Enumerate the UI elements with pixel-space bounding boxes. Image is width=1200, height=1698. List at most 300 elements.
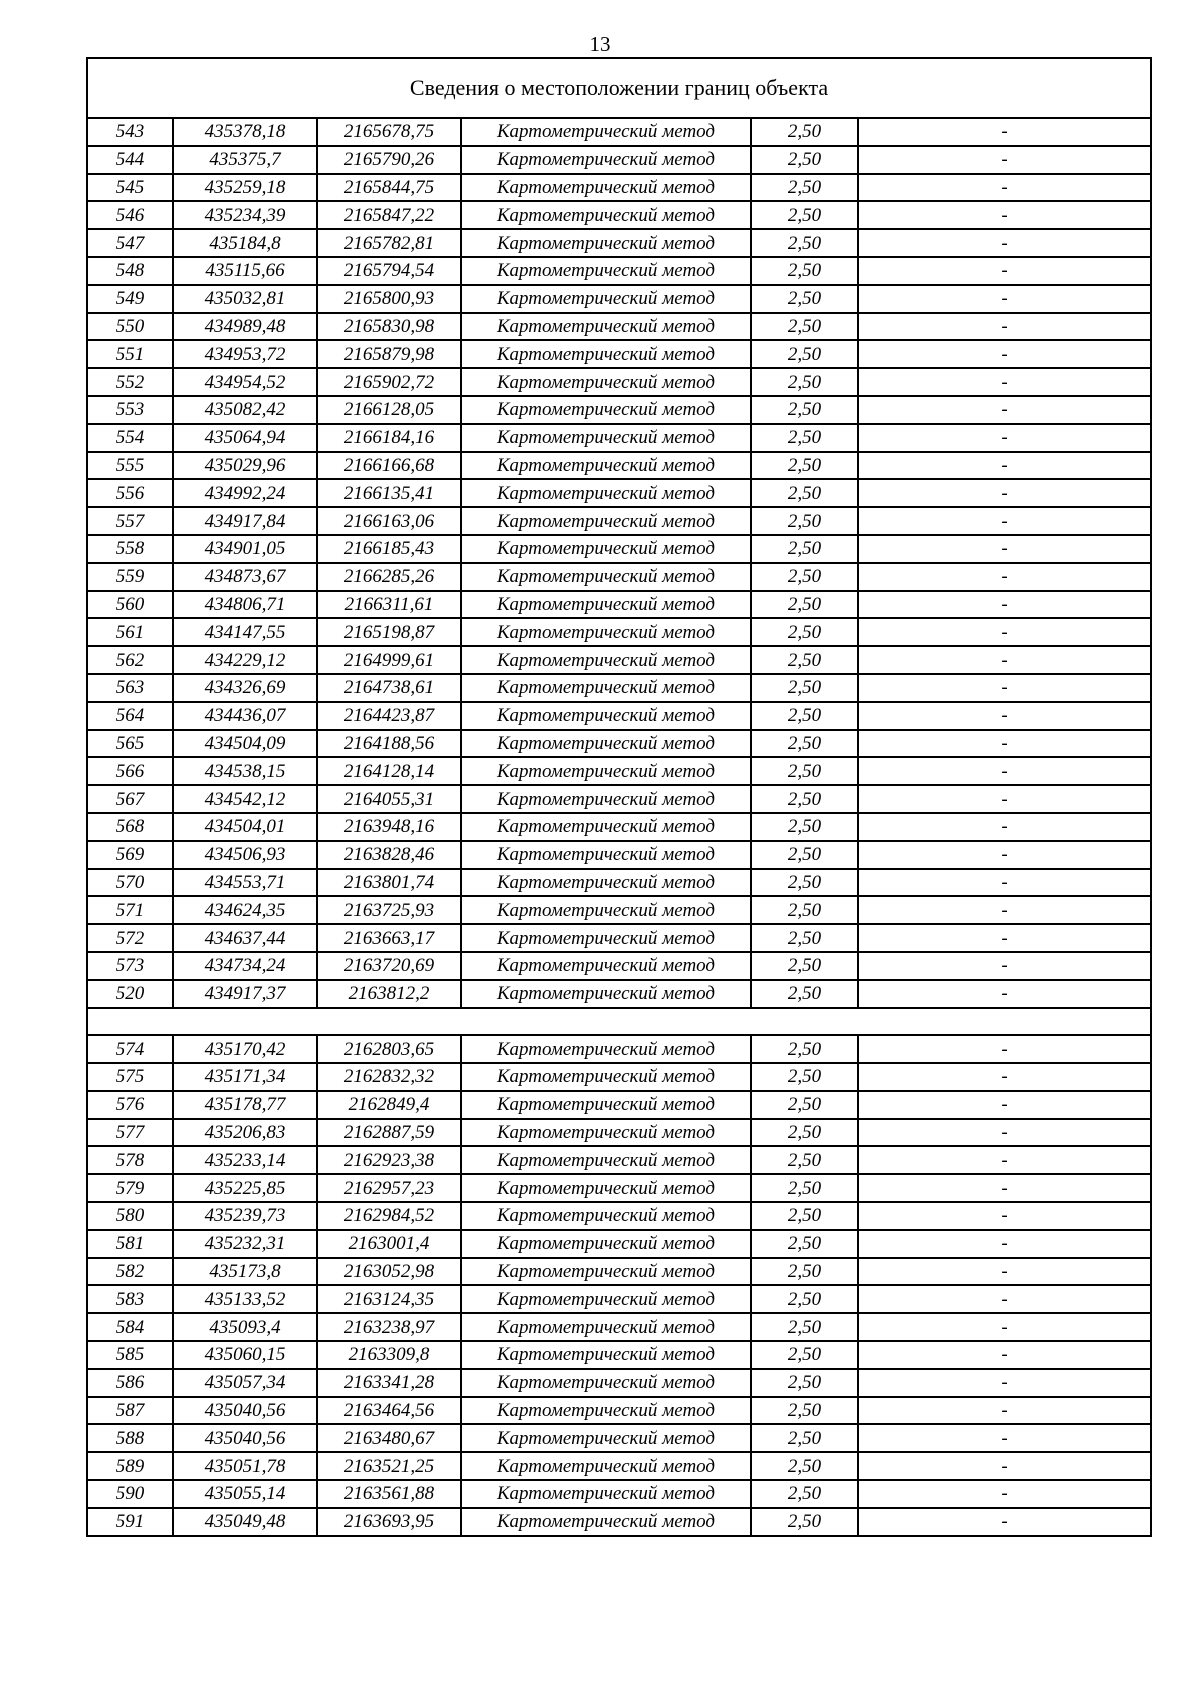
x-coordinate-cell: 435133,52: [173, 1285, 317, 1313]
description-cell: -: [858, 1063, 1151, 1091]
y-coordinate-cell: 2163948,16: [317, 813, 461, 841]
accuracy-cell: 2,50: [751, 146, 858, 174]
table-title: Сведения о местоположении границ объекта: [87, 58, 1151, 118]
accuracy-cell: 2,50: [751, 1341, 858, 1369]
point-number-cell: 591: [87, 1508, 173, 1536]
y-coordinate-cell: 2162803,65: [317, 1035, 461, 1063]
method-cell: Картометрический метод: [461, 1341, 751, 1369]
description-cell: -: [858, 452, 1151, 480]
table-row: [87, 730, 1151, 758]
method-cell: Картометрический метод: [461, 1202, 751, 1230]
method-cell: Картометрический метод: [461, 368, 751, 396]
description-cell: -: [858, 229, 1151, 257]
description-cell: -: [858, 1424, 1151, 1452]
x-coordinate-cell: 435057,34: [173, 1369, 317, 1397]
point-number-cell: 546: [87, 201, 173, 229]
table-row: [87, 1313, 1151, 1341]
y-coordinate-cell: 2163238,97: [317, 1313, 461, 1341]
table-row: [87, 479, 1151, 507]
accuracy-cell: 2,50: [751, 618, 858, 646]
accuracy-cell: 2,50: [751, 1369, 858, 1397]
description-cell: -: [858, 118, 1151, 146]
table-row: [87, 1452, 1151, 1480]
table-row: [87, 1341, 1151, 1369]
accuracy-cell: 2,50: [751, 1063, 858, 1091]
method-cell: Картометрический метод: [461, 174, 751, 202]
table-row: [87, 563, 1151, 591]
y-coordinate-cell: 2164055,31: [317, 785, 461, 813]
accuracy-cell: 2,50: [751, 1397, 858, 1425]
x-coordinate-cell: 434506,93: [173, 841, 317, 869]
table-row: [87, 1091, 1151, 1119]
accuracy-cell: 2,50: [751, 1258, 858, 1286]
table-row: [87, 1035, 1151, 1063]
method-cell: Картометрический метод: [461, 340, 751, 368]
accuracy-cell: 2,50: [751, 396, 858, 424]
method-cell: Картометрический метод: [461, 535, 751, 563]
accuracy-cell: 2,50: [751, 285, 858, 313]
x-coordinate-cell: 434734,24: [173, 952, 317, 980]
x-coordinate-cell: 435040,56: [173, 1424, 317, 1452]
point-number-cell: 588: [87, 1424, 173, 1452]
point-number-cell: 545: [87, 174, 173, 202]
point-number-cell: 559: [87, 563, 173, 591]
description-cell: -: [858, 201, 1151, 229]
description-cell: -: [858, 507, 1151, 535]
y-coordinate-cell: 2163725,93: [317, 896, 461, 924]
y-coordinate-cell: 2164188,56: [317, 730, 461, 758]
table-row: [87, 674, 1151, 702]
method-cell: Картометрический метод: [461, 1369, 751, 1397]
y-coordinate-cell: 2163720,69: [317, 952, 461, 980]
accuracy-cell: 2,50: [751, 424, 858, 452]
method-cell: Картометрический метод: [461, 841, 751, 869]
x-coordinate-cell: 434989,48: [173, 313, 317, 341]
page-number: 13: [589, 32, 611, 56]
accuracy-cell: 2,50: [751, 646, 858, 674]
y-coordinate-cell: 2165844,75: [317, 174, 461, 202]
description-cell: -: [858, 924, 1151, 952]
point-number-cell: 569: [87, 841, 173, 869]
point-number-cell: 586: [87, 1369, 173, 1397]
accuracy-cell: 2,50: [751, 1230, 858, 1258]
point-number-cell: 568: [87, 813, 173, 841]
y-coordinate-cell: 2165830,98: [317, 313, 461, 341]
y-coordinate-cell: 2163663,17: [317, 924, 461, 952]
point-number-cell: 580: [87, 1202, 173, 1230]
table-row: [87, 118, 1151, 146]
method-cell: Картометрический метод: [461, 1091, 751, 1119]
x-coordinate-cell: 434553,71: [173, 869, 317, 897]
x-coordinate-cell: 434504,01: [173, 813, 317, 841]
table-row: [87, 340, 1151, 368]
table-row: [87, 201, 1151, 229]
table-row: [87, 841, 1151, 869]
x-coordinate-cell: 435178,77: [173, 1091, 317, 1119]
description-cell: -: [858, 1369, 1151, 1397]
method-cell: Картометрический метод: [461, 285, 751, 313]
x-coordinate-cell: 434901,05: [173, 535, 317, 563]
table-row: [87, 1202, 1151, 1230]
x-coordinate-cell: 434542,12: [173, 785, 317, 813]
x-coordinate-cell: 435029,96: [173, 452, 317, 480]
point-number-cell: 548: [87, 257, 173, 285]
table-row: [87, 1063, 1151, 1091]
table-row: [87, 757, 1151, 785]
table-row: [87, 313, 1151, 341]
table-row: [87, 1508, 1151, 1536]
description-cell: -: [858, 1480, 1151, 1508]
point-number-cell: 583: [87, 1285, 173, 1313]
y-coordinate-cell: 2163828,46: [317, 841, 461, 869]
table-row: [87, 1424, 1151, 1452]
y-coordinate-cell: 2166285,26: [317, 563, 461, 591]
method-cell: Картометрический метод: [461, 479, 751, 507]
point-number-cell: 577: [87, 1119, 173, 1147]
y-coordinate-cell: 2165790,26: [317, 146, 461, 174]
method-cell: Картометрический метод: [461, 1285, 751, 1313]
description-cell: -: [858, 285, 1151, 313]
y-coordinate-cell: 2162832,32: [317, 1063, 461, 1091]
point-number-cell: 544: [87, 146, 173, 174]
x-coordinate-cell: 435233,14: [173, 1146, 317, 1174]
description-cell: -: [858, 702, 1151, 730]
point-number-cell: 584: [87, 1313, 173, 1341]
accuracy-cell: 2,50: [751, 340, 858, 368]
x-coordinate-cell: 435040,56: [173, 1397, 317, 1425]
y-coordinate-cell: 2166135,41: [317, 479, 461, 507]
accuracy-cell: 2,50: [751, 257, 858, 285]
accuracy-cell: 2,50: [751, 813, 858, 841]
x-coordinate-cell: 434538,15: [173, 757, 317, 785]
table-row: [87, 1285, 1151, 1313]
y-coordinate-cell: 2163341,28: [317, 1369, 461, 1397]
point-number-cell: 565: [87, 730, 173, 758]
accuracy-cell: 2,50: [751, 563, 858, 591]
accuracy-cell: 2,50: [751, 1424, 858, 1452]
contour-separator-row: [87, 1008, 1151, 1036]
accuracy-cell: 2,50: [751, 1313, 858, 1341]
description-cell: -: [858, 1452, 1151, 1480]
point-number-cell: 590: [87, 1480, 173, 1508]
accuracy-cell: 2,50: [751, 1452, 858, 1480]
table-row: [87, 452, 1151, 480]
point-number-cell: 564: [87, 702, 173, 730]
description-cell: -: [858, 368, 1151, 396]
method-cell: Картометрический метод: [461, 1480, 751, 1508]
accuracy-cell: 2,50: [751, 702, 858, 730]
y-coordinate-cell: 2166166,68: [317, 452, 461, 480]
table-row: [87, 813, 1151, 841]
description-cell: -: [858, 1202, 1151, 1230]
description-cell: -: [858, 1230, 1151, 1258]
x-coordinate-cell: 434637,44: [173, 924, 317, 952]
description-cell: -: [858, 813, 1151, 841]
method-cell: Картометрический метод: [461, 591, 751, 619]
table-row: [87, 646, 1151, 674]
x-coordinate-cell: 434917,84: [173, 507, 317, 535]
y-coordinate-cell: 2163693,95: [317, 1508, 461, 1536]
y-coordinate-cell: 2165847,22: [317, 201, 461, 229]
x-coordinate-cell: 435060,15: [173, 1341, 317, 1369]
point-number-cell: 557: [87, 507, 173, 535]
table-row: [87, 785, 1151, 813]
table-row: [87, 1230, 1151, 1258]
point-number-cell: 520: [87, 980, 173, 1008]
method-cell: Картометрический метод: [461, 1424, 751, 1452]
point-number-cell: 561: [87, 618, 173, 646]
description-cell: -: [858, 396, 1151, 424]
description-cell: -: [858, 952, 1151, 980]
accuracy-cell: 2,50: [751, 924, 858, 952]
y-coordinate-cell: 2162887,59: [317, 1119, 461, 1147]
method-cell: Картометрический метод: [461, 452, 751, 480]
x-coordinate-cell: 435032,81: [173, 285, 317, 313]
description-cell: -: [858, 1258, 1151, 1286]
accuracy-cell: 2,50: [751, 1508, 858, 1536]
accuracy-cell: 2,50: [751, 674, 858, 702]
method-cell: Картометрический метод: [461, 674, 751, 702]
method-cell: Картометрический метод: [461, 201, 751, 229]
x-coordinate-cell: 435064,94: [173, 424, 317, 452]
x-coordinate-cell: 435051,78: [173, 1452, 317, 1480]
point-number-cell: 551: [87, 340, 173, 368]
method-cell: Картометрический метод: [461, 1230, 751, 1258]
accuracy-cell: 2,50: [751, 980, 858, 1008]
method-cell: Картометрический метод: [461, 1035, 751, 1063]
point-number-cell: 558: [87, 535, 173, 563]
method-cell: Картометрический метод: [461, 757, 751, 785]
description-cell: -: [858, 730, 1151, 758]
accuracy-cell: 2,50: [751, 535, 858, 563]
method-cell: Картометрический метод: [461, 896, 751, 924]
description-cell: -: [858, 146, 1151, 174]
point-number-cell: 585: [87, 1341, 173, 1369]
y-coordinate-cell: 2164999,61: [317, 646, 461, 674]
accuracy-cell: 2,50: [751, 1091, 858, 1119]
table-row: [87, 1480, 1151, 1508]
accuracy-cell: 2,50: [751, 730, 858, 758]
x-coordinate-cell: 434504,09: [173, 730, 317, 758]
y-coordinate-cell: 2166184,16: [317, 424, 461, 452]
method-cell: Картометрический метод: [461, 1313, 751, 1341]
y-coordinate-cell: 2166311,61: [317, 591, 461, 619]
method-cell: Картометрический метод: [461, 980, 751, 1008]
point-number-cell: 582: [87, 1258, 173, 1286]
x-coordinate-cell: 435082,42: [173, 396, 317, 424]
accuracy-cell: 2,50: [751, 952, 858, 980]
point-number-cell: 555: [87, 452, 173, 480]
table-row: [87, 1119, 1151, 1147]
x-coordinate-cell: 435115,66: [173, 257, 317, 285]
table-row: [87, 896, 1151, 924]
method-cell: Картометрический метод: [461, 952, 751, 980]
y-coordinate-cell: 2164128,14: [317, 757, 461, 785]
table-row: [87, 869, 1151, 897]
method-cell: Картометрический метод: [461, 1452, 751, 1480]
x-coordinate-cell: 435239,73: [173, 1202, 317, 1230]
x-coordinate-cell: 435232,31: [173, 1230, 317, 1258]
description-cell: -: [858, 340, 1151, 368]
y-coordinate-cell: 2162984,52: [317, 1202, 461, 1230]
description-cell: -: [858, 563, 1151, 591]
point-number-cell: 575: [87, 1063, 173, 1091]
y-coordinate-cell: 2165782,81: [317, 229, 461, 257]
description-cell: -: [858, 757, 1151, 785]
description-cell: -: [858, 479, 1151, 507]
y-coordinate-cell: 2165198,87: [317, 618, 461, 646]
description-cell: -: [858, 674, 1151, 702]
point-number-cell: 567: [87, 785, 173, 813]
point-number-cell: 589: [87, 1452, 173, 1480]
y-coordinate-cell: 2163124,35: [317, 1285, 461, 1313]
method-cell: Картометрический метод: [461, 646, 751, 674]
method-cell: Картометрический метод: [461, 118, 751, 146]
accuracy-cell: 2,50: [751, 841, 858, 869]
point-number-cell: 578: [87, 1146, 173, 1174]
y-coordinate-cell: 2163480,67: [317, 1424, 461, 1452]
y-coordinate-cell: 2166163,06: [317, 507, 461, 535]
point-number-cell: 556: [87, 479, 173, 507]
method-cell: Картометрический метод: [461, 146, 751, 174]
y-coordinate-cell: 2163052,98: [317, 1258, 461, 1286]
table-row: [87, 535, 1151, 563]
accuracy-cell: 2,50: [751, 1174, 858, 1202]
table-row: [87, 1146, 1151, 1174]
accuracy-cell: 2,50: [751, 118, 858, 146]
point-number-cell: 576: [87, 1091, 173, 1119]
description-cell: -: [858, 313, 1151, 341]
accuracy-cell: 2,50: [751, 174, 858, 202]
table-row: [87, 702, 1151, 730]
point-number-cell: 562: [87, 646, 173, 674]
accuracy-cell: 2,50: [751, 591, 858, 619]
method-cell: Картометрический метод: [461, 813, 751, 841]
description-cell: -: [858, 1313, 1151, 1341]
point-number-cell: 550: [87, 313, 173, 341]
description-cell: -: [858, 1035, 1151, 1063]
point-number-cell: 572: [87, 924, 173, 952]
point-number-cell: 570: [87, 869, 173, 897]
table-row: [87, 1258, 1151, 1286]
accuracy-cell: 2,50: [751, 229, 858, 257]
x-coordinate-cell: 435170,42: [173, 1035, 317, 1063]
description-cell: -: [858, 869, 1151, 897]
accuracy-cell: 2,50: [751, 1119, 858, 1147]
method-cell: Картометрический метод: [461, 730, 751, 758]
y-coordinate-cell: 2165678,75: [317, 118, 461, 146]
point-number-cell: 581: [87, 1230, 173, 1258]
method-cell: Картометрический метод: [461, 313, 751, 341]
method-cell: Картометрический метод: [461, 1397, 751, 1425]
x-coordinate-cell: 434624,35: [173, 896, 317, 924]
method-cell: Картометрический метод: [461, 785, 751, 813]
y-coordinate-cell: 2163521,25: [317, 1452, 461, 1480]
method-cell: Картометрический метод: [461, 1174, 751, 1202]
method-cell: Картометрический метод: [461, 869, 751, 897]
x-coordinate-cell: 435259,18: [173, 174, 317, 202]
description-cell: -: [858, 1146, 1151, 1174]
y-coordinate-cell: 2162923,38: [317, 1146, 461, 1174]
table-row: [87, 146, 1151, 174]
y-coordinate-cell: 2163812,2: [317, 980, 461, 1008]
description-cell: -: [858, 896, 1151, 924]
point-number-cell: 579: [87, 1174, 173, 1202]
point-number-cell: 552: [87, 368, 173, 396]
table-row: [87, 396, 1151, 424]
table-row: [87, 980, 1151, 1008]
description-cell: -: [858, 1508, 1151, 1536]
y-coordinate-cell: 2162849,4: [317, 1091, 461, 1119]
accuracy-cell: 2,50: [751, 869, 858, 897]
point-number-cell: 563: [87, 674, 173, 702]
point-number-cell: 566: [87, 757, 173, 785]
y-coordinate-cell: 2165879,98: [317, 340, 461, 368]
table-row: [87, 618, 1151, 646]
table-row: [87, 368, 1151, 396]
x-coordinate-cell: 434992,24: [173, 479, 317, 507]
accuracy-cell: 2,50: [751, 1480, 858, 1508]
description-cell: -: [858, 841, 1151, 869]
method-cell: Картометрический метод: [461, 1063, 751, 1091]
description-cell: -: [858, 1119, 1151, 1147]
accuracy-cell: 2,50: [751, 757, 858, 785]
table-row: [87, 1397, 1151, 1425]
point-number-cell: 547: [87, 229, 173, 257]
accuracy-cell: 2,50: [751, 313, 858, 341]
point-number-cell: 543: [87, 118, 173, 146]
x-coordinate-cell: 434806,71: [173, 591, 317, 619]
method-cell: Картометрический метод: [461, 1146, 751, 1174]
method-cell: Картометрический метод: [461, 424, 751, 452]
description-cell: -: [858, 257, 1151, 285]
point-number-cell: 549: [87, 285, 173, 313]
x-coordinate-cell: 435093,4: [173, 1313, 317, 1341]
accuracy-cell: 2,50: [751, 368, 858, 396]
y-coordinate-cell: 2166185,43: [317, 535, 461, 563]
description-cell: -: [858, 980, 1151, 1008]
y-coordinate-cell: 2164738,61: [317, 674, 461, 702]
y-coordinate-cell: 2163801,74: [317, 869, 461, 897]
accuracy-cell: 2,50: [751, 785, 858, 813]
description-cell: -: [858, 1341, 1151, 1369]
description-cell: -: [858, 174, 1151, 202]
table-row: [87, 1174, 1151, 1202]
method-cell: Картометрический метод: [461, 563, 751, 591]
x-coordinate-cell: 434326,69: [173, 674, 317, 702]
y-coordinate-cell: 2166128,05: [317, 396, 461, 424]
table-row: [87, 174, 1151, 202]
point-number-cell: 571: [87, 896, 173, 924]
point-number-cell: 574: [87, 1035, 173, 1063]
x-coordinate-cell: 435225,85: [173, 1174, 317, 1202]
table-row: [87, 229, 1151, 257]
x-coordinate-cell: 434436,07: [173, 702, 317, 730]
point-number-cell: 560: [87, 591, 173, 619]
accuracy-cell: 2,50: [751, 1146, 858, 1174]
x-coordinate-cell: 435049,48: [173, 1508, 317, 1536]
description-cell: -: [858, 591, 1151, 619]
x-coordinate-cell: 434147,55: [173, 618, 317, 646]
accuracy-cell: 2,50: [751, 479, 858, 507]
contour-separator-cell: [87, 1008, 1151, 1036]
description-cell: -: [858, 646, 1151, 674]
y-coordinate-cell: 2165902,72: [317, 368, 461, 396]
x-coordinate-cell: 435055,14: [173, 1480, 317, 1508]
method-cell: Картометрический метод: [461, 618, 751, 646]
table-row: [87, 507, 1151, 535]
y-coordinate-cell: 2165800,93: [317, 285, 461, 313]
